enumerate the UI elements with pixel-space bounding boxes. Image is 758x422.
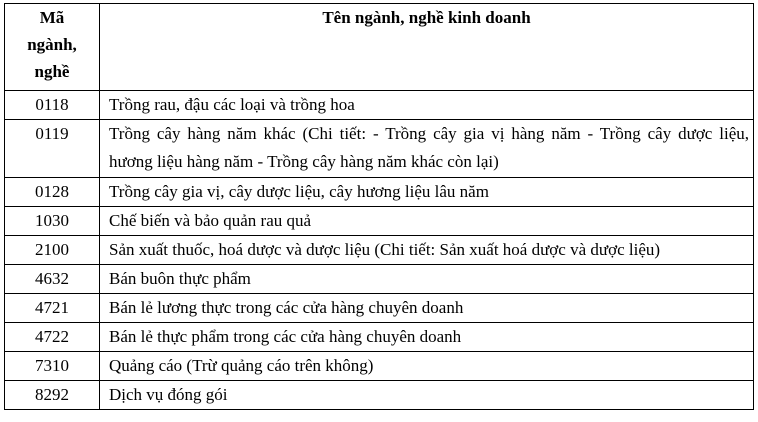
- code-header-line: Mã: [39, 8, 65, 27]
- industry-code-cell: 8292: [5, 381, 100, 410]
- table-row: [5, 91, 754, 120]
- industry-code-cell: 4722: [5, 323, 100, 352]
- table-row: [5, 294, 754, 323]
- industry-code-cell: 4632: [5, 265, 100, 294]
- table-row: [5, 323, 754, 352]
- table-row: [5, 178, 754, 207]
- industry-name-cell: Bán lẻ thực phẩm trong các cửa hàng chuyên doanh: [100, 323, 754, 352]
- table-row: [5, 265, 754, 294]
- industry-name-cell: Dịch vụ đóng gói: [100, 381, 754, 410]
- industry-name-cell: Trồng cây hàng năm khác (Chi tiết: - Trồng cây gia vị hàng năm - Trồng cây dược liệu, hương liệu hàng năm - Trồng cây hàng năm khác còn lại): [100, 120, 754, 178]
- industry-name-cell: Bán lẻ lương thực trong các cửa hàng chuyên doanh: [100, 294, 754, 323]
- table-row: [5, 207, 754, 236]
- name-column-header: Tên ngành, nghề kinh doanh: [100, 4, 754, 91]
- industry-name-cell: Trồng cây gia vị, cây dược liệu, cây hương liệu lâu năm: [100, 178, 754, 207]
- industry-name-cell: Bán buôn thực phẩm: [100, 265, 754, 294]
- code-header-line: nghề: [34, 62, 70, 81]
- table-row: [5, 352, 754, 381]
- table-row: [5, 236, 754, 265]
- code-column-header: [5, 4, 100, 91]
- table-row: [5, 381, 754, 410]
- industry-code-cell: 7310: [5, 352, 100, 381]
- industry-code-cell: 1030: [5, 207, 100, 236]
- industry-name-cell: Chế biến và bảo quản rau quả: [100, 207, 754, 236]
- table-row: [5, 120, 754, 178]
- industry-table: [4, 3, 754, 410]
- industry-name-cell: Sản xuất thuốc, hoá dược và dược liệu (Chi tiết: Sản xuất hoá dược và dược liệu): [100, 236, 754, 265]
- table-header-row: [5, 4, 754, 91]
- industry-code-cell: 0119: [5, 120, 100, 178]
- industry-code-cell: 0118: [5, 91, 100, 120]
- industry-code-cell: 4721: [5, 294, 100, 323]
- code-header-line: ngành,: [27, 35, 77, 54]
- industry-name-cell: Trồng rau, đậu các loại và trồng hoa: [100, 91, 754, 120]
- industry-code-cell: 2100: [5, 236, 100, 265]
- industry-code-cell: 0128: [5, 178, 100, 207]
- industry-name-cell: Quảng cáo (Trừ quảng cáo trên không): [100, 352, 754, 381]
